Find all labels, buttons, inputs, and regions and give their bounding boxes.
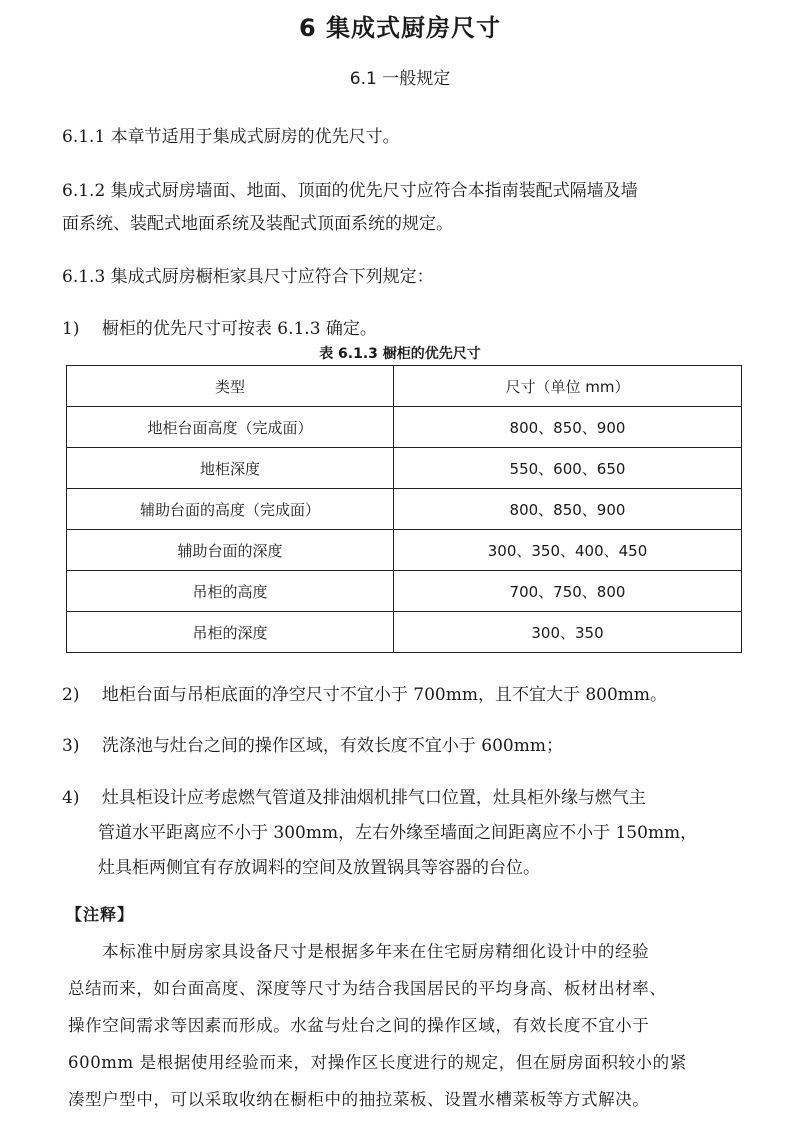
list-item-1: 1) 橱柜的优先尺寸可按表 6.1.3 确定。 [62, 319, 377, 339]
note-line: 总结而来，如台面高度、深度等尺寸为结合我国居民的平均身高、板材出材率、 [68, 979, 667, 998]
list-item-2: 2) 地柜台面与吊柜底面的净空尺寸不宜小于 700mm，且不宜大于 800mm。 [62, 685, 668, 705]
clause-6-1-1: 6.1.1 本章节适用于集成式厨房的优先尺寸。 [62, 127, 400, 147]
table-row [67, 407, 742, 448]
table-header-type: 类型 [67, 366, 394, 407]
note-line: 600mm 是根据使用经验而来，对操作区长度进行的规定，但在厨房面积较小的紧 [68, 1053, 687, 1072]
section-title: 6.1 一般规定 [349, 69, 451, 89]
list-item-4-line-2: 管道水平距离应不小于 300mm，左右外缘至墙面之间距离应不小于 150mm， [98, 823, 698, 843]
table-cell-type: 吊柜的高度 [67, 571, 394, 612]
table-cell-size: 800、850、900 [394, 489, 742, 530]
table-cell-size: 300、350、400、450 [394, 530, 742, 571]
table-cell-type: 辅助台面的高度（完成面） [67, 489, 394, 530]
table-cell-size: 700、750、800 [394, 571, 742, 612]
table-row [67, 571, 742, 612]
table-row [67, 530, 742, 571]
table-cell-type: 吊柜的深度 [67, 612, 394, 653]
note-line: 本标准中厨房家具设备尺寸是根据多年来在住宅厨房精细化设计中的经验 [102, 942, 650, 961]
clause-6-1-2-line-1: 6.1.2 集成式厨房墙面、地面、顶面的优先尺寸应符合本指南装配式隔墙及墙 [62, 181, 638, 201]
list-item-4-line-3: 灶具柜两侧宜有存放调料的空间及放置锅具等容器的台位。 [98, 858, 540, 878]
chapter-title: 6 集成式厨房尺寸 [298, 14, 502, 42]
table-header-size: 尺寸（单位 mm） [394, 366, 742, 407]
table-cell-type: 地柜深度 [67, 448, 394, 489]
note-heading: 【注释】 [66, 905, 135, 924]
table-cell-size: 800、850、900 [394, 407, 742, 448]
clause-6-1-2-line-2: 面系统、装配式地面系统及装配式顶面系统的规定。 [62, 214, 453, 234]
table-cell-size: 300、350 [394, 612, 742, 653]
list-item-4-line-1: 4) 灶具柜设计应考虑燃气管道及排油烟机排气口位置，灶具柜外缘与燃气主 [62, 788, 646, 808]
note-line: 凑型户型中，可以采取收纳在橱柜中的抽拉菜板、设置水槽菜板等方式解决。 [68, 1090, 650, 1109]
list-item-3: 3) 洗涤池与灶台之间的操作区域，有效长度不宜小于 600mm； [62, 736, 563, 756]
clause-6-1-3: 6.1.3 集成式厨房橱柜家具尺寸应符合下列规定： [62, 267, 434, 287]
table-row [67, 448, 742, 489]
table-cell-size: 550、600、650 [394, 448, 742, 489]
cabinet-size-table [66, 365, 742, 653]
table-header-row [67, 366, 742, 407]
table-cell-type: 辅助台面的深度 [67, 530, 394, 571]
table-row [67, 489, 742, 530]
table-cell-type: 地柜台面高度（完成面） [67, 407, 394, 448]
table-caption: 表 6.1.3 橱柜的优先尺寸 [319, 346, 481, 362]
table-row [67, 612, 742, 653]
note-line: 操作空间需求等因素而形成。水盆与灶台之间的操作区域，有效长度不宜小于 [68, 1016, 650, 1035]
